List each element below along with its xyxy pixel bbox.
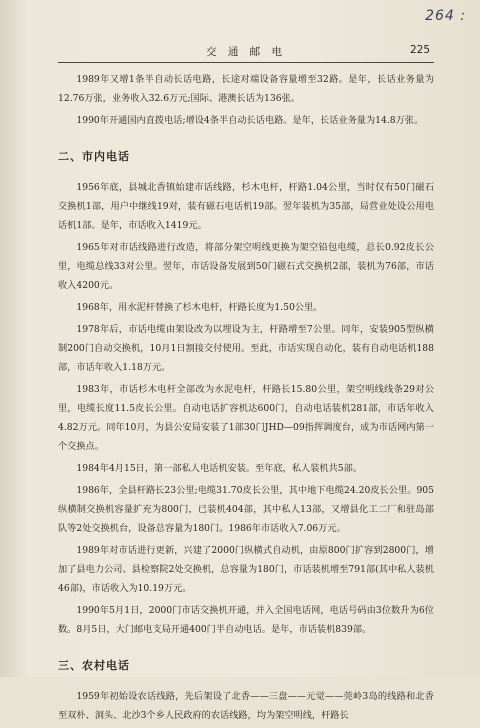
paragraph: 1989年又增1条半自动长话电路，长途对端设备容量增至32路。是年，长话业务量为12.76万张，业务收入32.6万元;国际、港澳长话为136张。 (58, 74, 434, 104)
paragraph: 1989年对市话进行更新，兴建了2000门纵横式自动机，由原800门扩容到2800门，增加了县电力公司、县检察院2处交换机，总容量为180门，市话装机增至791部(其中私人装机46部)，市话收入为10.19万元。 (58, 545, 434, 594)
body-text (58, 70, 434, 728)
paragraph: 1978年后，市话电缆由架设改为以埋设为主，杆路增至7公里。同年，安装905型纵横制200门自动交换机，10月1日割接交付使用。至此，市话实现自动化，装有自动电话机188部，市话年收入1.18万元。 (58, 324, 434, 373)
paragraph: 1956年底，县城北香镇始建市话线路，杉木电杆，杆路1.04公里，当时仅有50门磁石交换机1部，用户中继线19对，装有磁石电话机19部。翌年装机为35部，局营业处设公用电话机1部。是年，市话收入1419元。 (58, 182, 434, 231)
paragraph: 1990年开通国内直拨电话;增设4条半自动长话电路。是年，长话业务量为14.8万张。 (76, 115, 424, 126)
paragraph: 1986年，全县杆路长23公里;电缆31.70皮长公里，其中地下电缆24.20皮长公里。905纵横制交换机容量扩充为800门，已装机404部，其中私人13部，又增县化工二厂和驻岛部队等2处交换机台，设备总容量为180门。1986年市话收入7.06万元。 (58, 485, 434, 534)
chapter-title: 交 通 邮 电 (205, 46, 286, 58)
paragraph: 1984年4月15日，第一部私人电话机安装。至年底，私人装机共5部。 (76, 463, 363, 474)
section-heading-rural-telephone: 三、农村电话 (58, 659, 130, 672)
paragraph: 1983年，市话杉木电杆全部改为水泥电杆，杆路长15.80公里，架空明线线条29对公里，电缆长度11.5皮长公里。自动电话扩容机达600门，自动电话装机281部，市话年收入4.82万元。同年10月，为县公安局安装了1部30门JHD—09指挥调度台，成为市话网内第一个交换点。 (58, 384, 434, 452)
paragraph: 1990年5月1日，2000门市话交换机开通，并入全国电话网，电话号码由3位数升为6位数。8月5日，大门邮电支局开通400门半自动电话。是年，市话装机839部。 (58, 605, 434, 635)
paragraph: 1968年，用水泥杆替换了杉木电杆，杆路长度为1.50公里。 (76, 302, 323, 313)
page-number: 225 (409, 44, 430, 56)
paragraph: 1965年对市话线路进行改造，将部分架空明线更换为架空铅包电缆，总长0.92皮长公里，电缆总线33对公里。翌年，市话设备发展到50门磁石式交换机2部，装机为76部，市话收入4200元。 (58, 242, 434, 291)
running-header (58, 44, 434, 63)
section-heading-urban-telephone: 二、市内电话 (58, 150, 130, 163)
paragraph: 1959年初始设农话线路，先后架设了北香——三盘——元觉——莞岭3岛的线路和北香至双朴、洞头、北沙3个乡人民政府的农话线路，均为架空明线，杆路长 (58, 691, 434, 721)
handwritten-page-note: 264 : (425, 8, 466, 24)
